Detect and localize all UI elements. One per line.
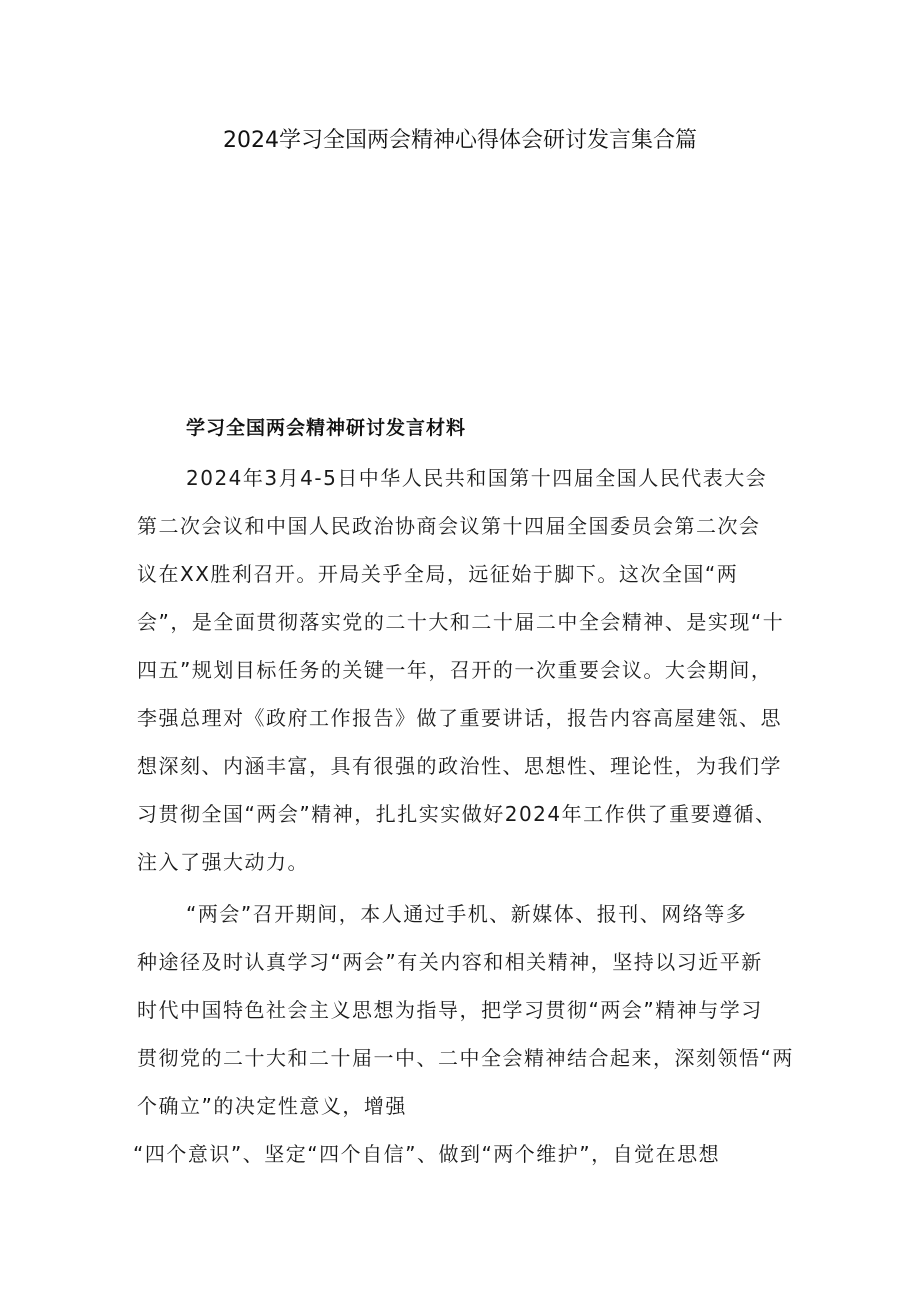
paragraph-1-line: 四五”规划目标任务的关键一年，召开的一次重要会议。大会期间， xyxy=(137,658,773,682)
paragraph-1-line: 第二次会议和中国人民政治协商会议第十四届全国委员会第二次会 xyxy=(137,514,761,538)
paragraph-1-line: 2024年3月4-5日中华人民共和国第十四届全国人民代表大会 xyxy=(186,466,768,490)
paragraph-1-line: 习贯彻全国“两会”精神，扎扎实实做好2024年工作供了重要遵循、 xyxy=(137,802,777,826)
paragraph-1-line: 注入了强大动力。 xyxy=(137,850,309,874)
paragraph-2-line: 个确立”的决定性意义，增强 xyxy=(137,1094,407,1118)
paragraph-1-line: 李强总理对《政府工作报告》做了重要讲话，报告内容高屋建瓴、思 xyxy=(137,706,782,730)
paragraph-2-line: 时代中国特色社会主义思想为指导，把学习贯彻“两会”精神与学习 xyxy=(137,998,763,1022)
paragraph-1-line: 会”，是全面贯彻落实党的二十大和二十届二中全会精神、是实现“十 xyxy=(137,610,785,634)
paragraph-1-line: 议在XX胜利召开。开局关乎全局，远征始于脚下。这次全国“两 xyxy=(137,562,739,586)
paragraph-1-line: 想深刻、内涵丰富，具有很强的政治性、思想性、理论性，为我们学 xyxy=(137,754,782,778)
paragraph-2-line: 种途径及时认真学习“两会”有关内容和相关精神，坚持以习近平新 xyxy=(137,950,763,974)
paragraph-2-line: “四个意识”、坚定“四个自信”、做到“两个维护”，自觉在思想 xyxy=(133,1142,721,1166)
section-heading: 学习全国两会精神研讨发言材料 xyxy=(186,417,467,439)
paragraph-2-line: “两会”召开期间，本人通过手机、新媒体、报刊、网络等多 xyxy=(186,902,748,926)
paragraph-2-line: 贯彻党的二十大和二十届一中、二中全会精神结合起来，深刻领悟“两 xyxy=(137,1046,794,1070)
document-title: 2024学习全国两会精神心得体会研讨发言集合篇 xyxy=(223,128,697,153)
